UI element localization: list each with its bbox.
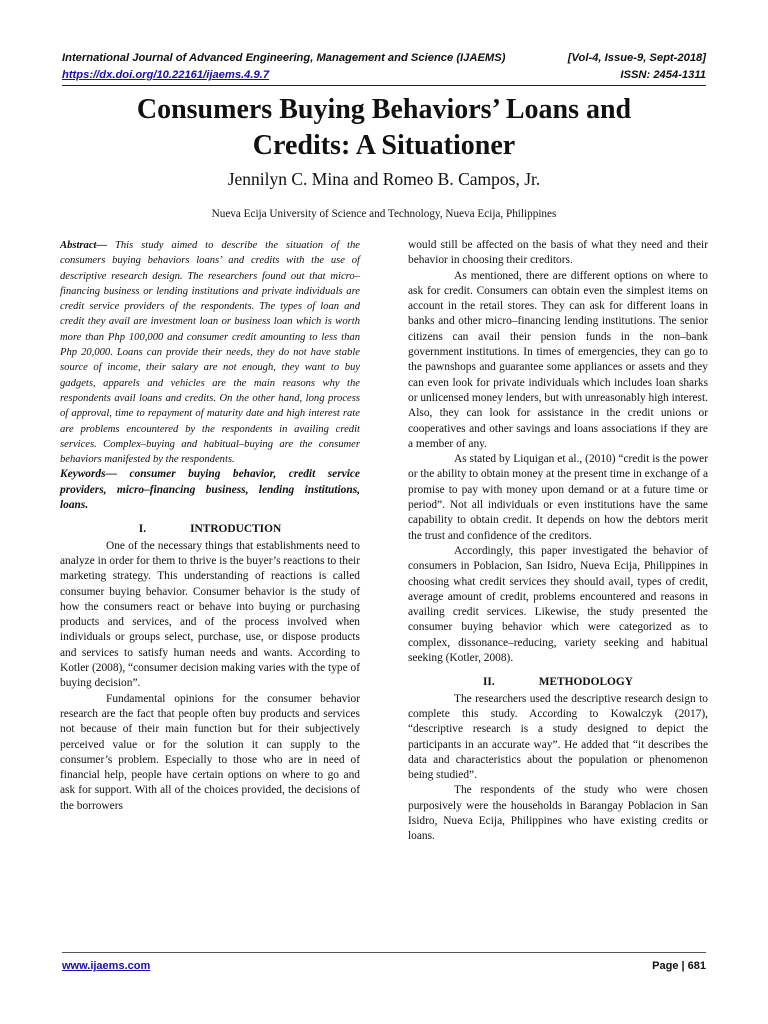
- abstract-text: This study aimed to describe the situation of the consumers buying behaviors loans’ and credits with the use of descriptive research design. The researchers found out that micro–financing business or lending institutions and private individuals are credit service providers of the respondents. The types of loan and credit they avail are investment loan or business loan which is worth more than Php 100,000 and consumer credit amounting to less than Php 20,000. Loans can provide their needs, they do not have stable source of income, their salary are not enough, they want to buy gadgets, apparels and vehicles are the main reasons why the respondents avail loans and credits. On the other hand, long process of approval, time to repayment of maturity date and high interest rate are problems encountered by the respondents in availing credit services. Complex–buying and habitual–buying are the consumer behaviors manifested by the respondents.: [60, 240, 360, 466]
- keywords-text: consumer buying behavior, credit service providers, micro–financing business, lending institutions, loans.: [60, 468, 360, 512]
- footer-divider: [62, 952, 706, 953]
- title-line-1: Consumers Buying Behaviors’ Loans and: [136, 94, 632, 125]
- intro-paragraph-3: As mentioned, there are different options on where to ask for credit. Consumers can obtain even the simplest items on account in the retail stores. They can ask for different loans in banks and other micro–financing lending institutions. The senior citizens can avail their pension funds in the non–bank government institutions. In times of emergencies, they can go to the pawnshops and guarantee some appliances or assets and they can even look for private individuals which includes loan sharks or unlicensed money lenders, but with unreasonably high interest. Also, they can look for assistance in the credit unions or cooperatives and other savings and loans associations if they are a member of any.: [408, 269, 708, 450]
- section-heading-methodology: [408, 675, 708, 690]
- section-number: II.: [482, 676, 495, 689]
- intro-paragraph-2: Fundamental opinions for the consumer behavior research are the fact that people often buy products and services not because of their main function but for their subjectively perceived value or for the solution it can supply to the consumer’s problem. Especially to those who are in need of financial help, people have certain options on where to go and ask for support. With all of the choices provided, the decisions of the borrowers: [60, 692, 360, 812]
- journal-name: International Journal of Advanced Engineering, Management and Science (IJAEMS): [62, 52, 506, 64]
- left-column: [60, 238, 360, 814]
- volume-issue: [Vol-4, Issue-9, Sept-2018]: [567, 52, 706, 64]
- title-line-2: Credits: A Situationer: [252, 130, 516, 161]
- affiliation: Nueva Ecija University of Science and Technology, Nueva Ecija, Philippines: [211, 208, 557, 220]
- doi-link[interactable]: https://dx.doi.org/10.22161/ijaems.4.9.7: [62, 69, 270, 81]
- right-column: [408, 238, 708, 845]
- intro-paragraph-1: One of the necessary things that establishments need to analyze in order for them to thrive is the buyer’s reactions to their marketing strategy. This understanding of reactions is called consumer buying behavior. Consumer behavior is the study of how the consumers react or behave into buying or purchasing products and services, and of the process involved when individuals or groups select, purchase, use, or dispose products and services to satisfy human needs and wants. According to Kotler (2008), “consumer decision making varies with the type of buying decision”.: [60, 539, 360, 690]
- section-title: INTRODUCTION: [190, 523, 282, 536]
- method-paragraph-1: The researchers used the descriptive research design to complete this study. According to Kowalczyk (2017), “descriptive research is a study designed to depict the participants in an accurate way”. He added that “it describes the data and characteristics about the population or phenomenon being studied”.: [408, 692, 708, 782]
- paper-title: [40, 92, 728, 164]
- keywords: [60, 467, 360, 513]
- method-paragraph-2: The respondents of the study who were chosen purposively were the households in Barangay Poblacion in San Isidro, Nueva Ecija, Philippines who have existing credits or loans.: [408, 784, 708, 843]
- header-divider: [62, 85, 706, 86]
- intro-paragraph-4: As stated by Liquigan et al., (2010) “credit is the power or the ability to obtain money at the present time in exchange of a promise to pay with money upon demand or at a future time or period”. Not all individuals or even institutions have the same capability to obtain credit. It depends on how the debtors merit the trust and confidence of the creditors.: [408, 453, 708, 542]
- section-heading-introduction: [60, 522, 360, 537]
- abstract: [60, 238, 360, 467]
- section-title: METHODOLOGY: [538, 676, 633, 689]
- authors: Jennilyn C. Mina and Romeo B. Campos, Jr.: [227, 169, 541, 189]
- section-number: I.: [138, 523, 147, 536]
- abstract-label: Abstract—: [60, 240, 108, 251]
- page-number: Page | 681: [652, 960, 706, 972]
- issn: ISSN: 2454-1311: [620, 69, 706, 81]
- keywords-label: Keywords—: [60, 468, 117, 481]
- intro-paragraph-5: Accordingly, this paper investigated the behavior of consumers in Poblacion, San Isidro, Nueva Ecija, Philippines in choosing what credit services they should avail, types of credit, average amount of credit, problems encountered and reasons in availing credit services. Likewise, the study presented the consumer buying behavior which were categorized as to complex, dissonance–reducing, variety seeking and habitual seeking (Kotler, 2008).: [408, 544, 708, 665]
- website-link[interactable]: www.ijaems.com: [62, 960, 151, 972]
- intro-continuation: would still be affected on the basis of what they need and their behavior in choosing their creditors.: [408, 239, 708, 267]
